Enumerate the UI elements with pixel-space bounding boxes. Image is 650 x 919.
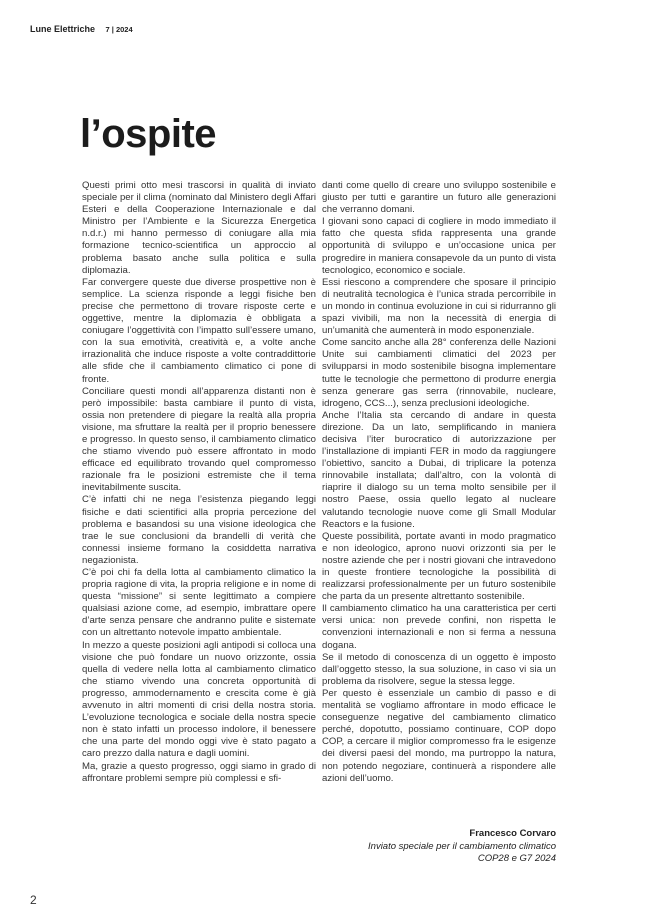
paragraph: Queste possibilità, portate avanti in modo pragmatico e non ideologico, aprono nuovi orizzonti sia per le nostre aziende che per i nostri giovani che intravedono in queste frontiere tecnologiche la possibilità di realizzarsi professionalmente per un futuro sostenibile che parta da un presente altrettanto sostenibile. bbox=[322, 530, 556, 603]
paragraph: danti come quello di creare uno sviluppo sostenibile e giusto per tutti e garantire un futuro alle generazioni che verranno domani. bbox=[322, 180, 556, 216]
paragraph: C’è infatti chi ne nega l’esistenza piegando leggi fisiche e dati scientifici alla propria percezione del problema e basandosi su una visione ideologica che trae le sue conclusioni da brandelli di verità che connessi insieme formano la cosiddetta narrativa negazionista. bbox=[82, 494, 316, 566]
issue-number: 7 | 2024 bbox=[105, 25, 133, 34]
paragraph: C’è poi chi fa della lotta al cambiamento climatico la propria ragione di vita, la propria religione e in nome di questa “missione” si sente legittimato a compiere qualsiasi azione come, ad esempio, imbrattare opere d’arte senza pensare che andranno pulite e sistemate con un altrettanto notevole impatto ambientale. bbox=[82, 567, 316, 639]
paragraph: Far convergere queste due diverse prospettive non è semplice. La scienza risponde a leggi fisiche ben precise che permettono di trovare risposte certe e oggettive, mentre la diplomazia è obbligata a coniugare l’oggettività con l’impatto sull’essere umano, con la sua emotività, creatività e, a volte anche irrazionalità che induce risposte a volte contraddittorie alle sfide che il cambiamento climatico ci pone di fronte. bbox=[82, 276, 316, 385]
article-column-right bbox=[322, 180, 556, 785]
paragraph: Il cambiamento climatico ha una caratteristica per certi versi unica: non prevede confini, non rispetta le convenzioni internazionali e non si ferma a nessuna dogana. bbox=[322, 603, 556, 651]
paragraph: Se il metodo di conoscenza di un oggetto è imposto dall’oggetto stesso, la sua soluzione, in caso vi sia un problema da risolvere, segue la stessa legge. bbox=[322, 651, 556, 687]
page-number: 2 bbox=[30, 893, 37, 907]
section-title: l’ospite bbox=[80, 112, 217, 156]
paragraph: Anche l’Italia sta cercando di andare in questa direzione. Da un lato, semplificando in maniera decisiva l’iter burocratico di autorizzazione per l’installazione di impianti FER in modo da raggiungere l’obiettivo, sancito a Dubai, di triplicare la potenza rinnovabile installata; dall’altro, con la volontà di riaprire il dialogo su un tema molto sensibile per il nostro Paese, ossia quello legato al nucleare valutando tecnologie nuove come gli Small Modular Reactors e la fusione. bbox=[322, 409, 556, 530]
author-name: Francesco Corvaro bbox=[469, 828, 556, 839]
paragraph: I giovani sono capaci di cogliere in modo immediato il fatto che questa sfida rappresenta una grande opportunità di sviluppo e un’occasione unica per progredire in maniera consapevole da un punto di vista tecnologico, economico e sociale. bbox=[322, 216, 556, 276]
paragraph: Essi riescono a comprendere che sposare il principio di neutralità tecnologica è l’unica strada percorribile in un mondo in continua evoluzione in cui si ridurranno gli spazi vivibili, ma non la necessità di energia di un’umanità che aumenterà in modo esponenziale. bbox=[322, 276, 556, 337]
author-role-event: COP28 e G7 2024 bbox=[477, 853, 556, 864]
paragraph: Questi primi otto mesi trascorsi in qualità di inviato speciale per il clima (nominato dal Ministero degli Affari Esteri e della Cooperazione Internazionale e dal Ministro per l’Ambiente e la Sicurezza Energetica n.d.r.) mi hanno permesso di coniugare alla mia formazione tecnico-scientifica un approccio al problema basato anche sulla politica e sulla diplomazia. bbox=[82, 180, 316, 276]
author-signature bbox=[368, 828, 556, 866]
paragraph: Come sancito anche alla 28° conferenza delle Nazioni Unite sui cambiamenti climatici del 2023 per svilupparsi in modo sostenibile bisogna implementare tutte le tecnologie che permettono di produrre energia senza generare gas serra (rinnovabile, nucleare, idrogeno, CCS...), senza preclusioni ideologiche. bbox=[322, 337, 556, 409]
paragraph: In mezzo a queste posizioni agli antipodi si colloca una visione che può fondare un nuovo orizzonte, ossia quella di vedere nella lotta al cambiamento climatico che stiamo vivendo una concreta opportunità di progresso, ammodernamento e crescita come è già avvenuto in altri momenti di crisi della nostra storia. L’evoluzione tecnologica e sociale della nostra specie non è stato infatti un processo indolore, il benessere che una parte del mondo oggi vive è stato pagato a caro prezzo dalla natura e dagli uomini. bbox=[82, 639, 316, 760]
running-header bbox=[30, 24, 133, 34]
author-role: Inviato speciale per il cambiamento climatico bbox=[368, 840, 556, 852]
paragraph: Per questo è essenziale un cambio di passo e di mentalità se vogliamo affrontare in modo efficace le conseguenze negative del cambiamento climatico perché, dopotutto, possiamo continuare, COP dopo COP, a cercare il miglior compromesso fra le esigenze dei diversi paesi del mondo, ma purtroppo la natura, non potendo negoziare, continuerà a rispondere alle azioni dell’uomo. bbox=[322, 687, 556, 784]
paragraph: Ma, grazie a questo progresso, oggi siamo in grado di affrontare problemi sempre più complessi e sfi- bbox=[82, 760, 316, 784]
publication-name: Lune Elettriche bbox=[30, 24, 96, 34]
paragraph: Conciliare questi mondi all’apparenza distanti non è però impossibile: basta cambiare il punto di vista, ossia non pretendere di piegare la realtà alla propria visione, ma sfruttare la realtà per il proprio benessere e progresso. In questo senso, il cambiamento climatico che stiamo vivendo può essere affrontato in modo efficace ed equilibrato trovando quel compromesso razionale fra le posizioni estremiste che il tema inevitabilmente suscita. bbox=[82, 385, 316, 494]
article-column-left bbox=[82, 180, 316, 785]
